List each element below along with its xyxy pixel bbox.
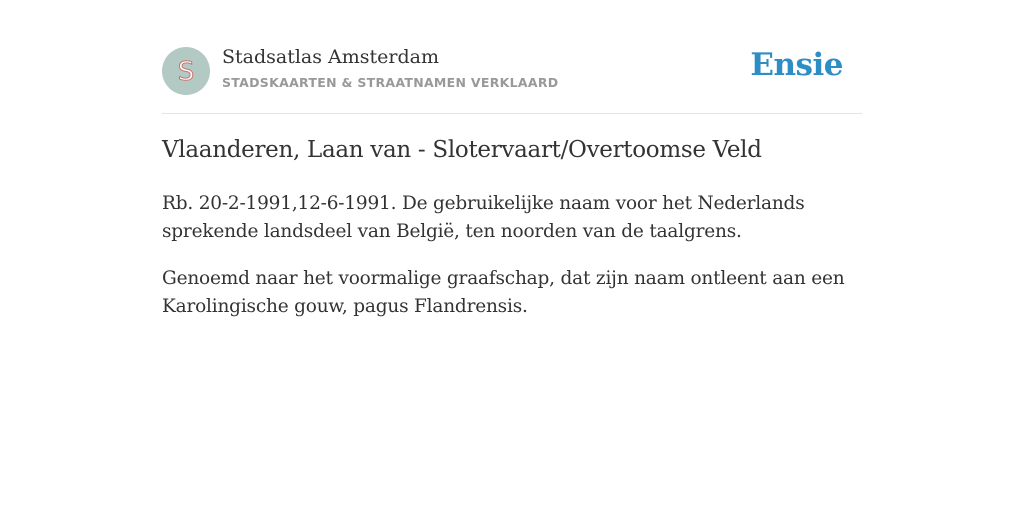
page-container	[162, 0, 862, 317]
article-title: Vlaanderen, Laan van - Slotervaart/Overtoomse Veld	[162, 137, 762, 163]
avatar-letter: S	[177, 56, 195, 87]
article-paragraph-2: Genoemd naar het voormalige graafschap, dat zijn naam ontleent aan een Karolingische gouw, pagus Flandrensis.	[162, 268, 845, 317]
site-subtitle: STADSKAARTEN & STRAATNAMEN VERKLAARD	[222, 75, 559, 90]
ensie-logo-link[interactable]: Ensie	[750, 47, 843, 83]
avatar[interactable]	[162, 47, 210, 95]
article-paragraph-1: Rb. 20-2-1991,12-6-1991. De gebruikelijke naam voor het Nederlands sprekende landsdeel van België, ten noorden van de taalgrens.	[162, 193, 805, 242]
header	[162, 0, 862, 114]
site-title[interactable]: Stadsatlas Amsterdam	[222, 46, 440, 68]
